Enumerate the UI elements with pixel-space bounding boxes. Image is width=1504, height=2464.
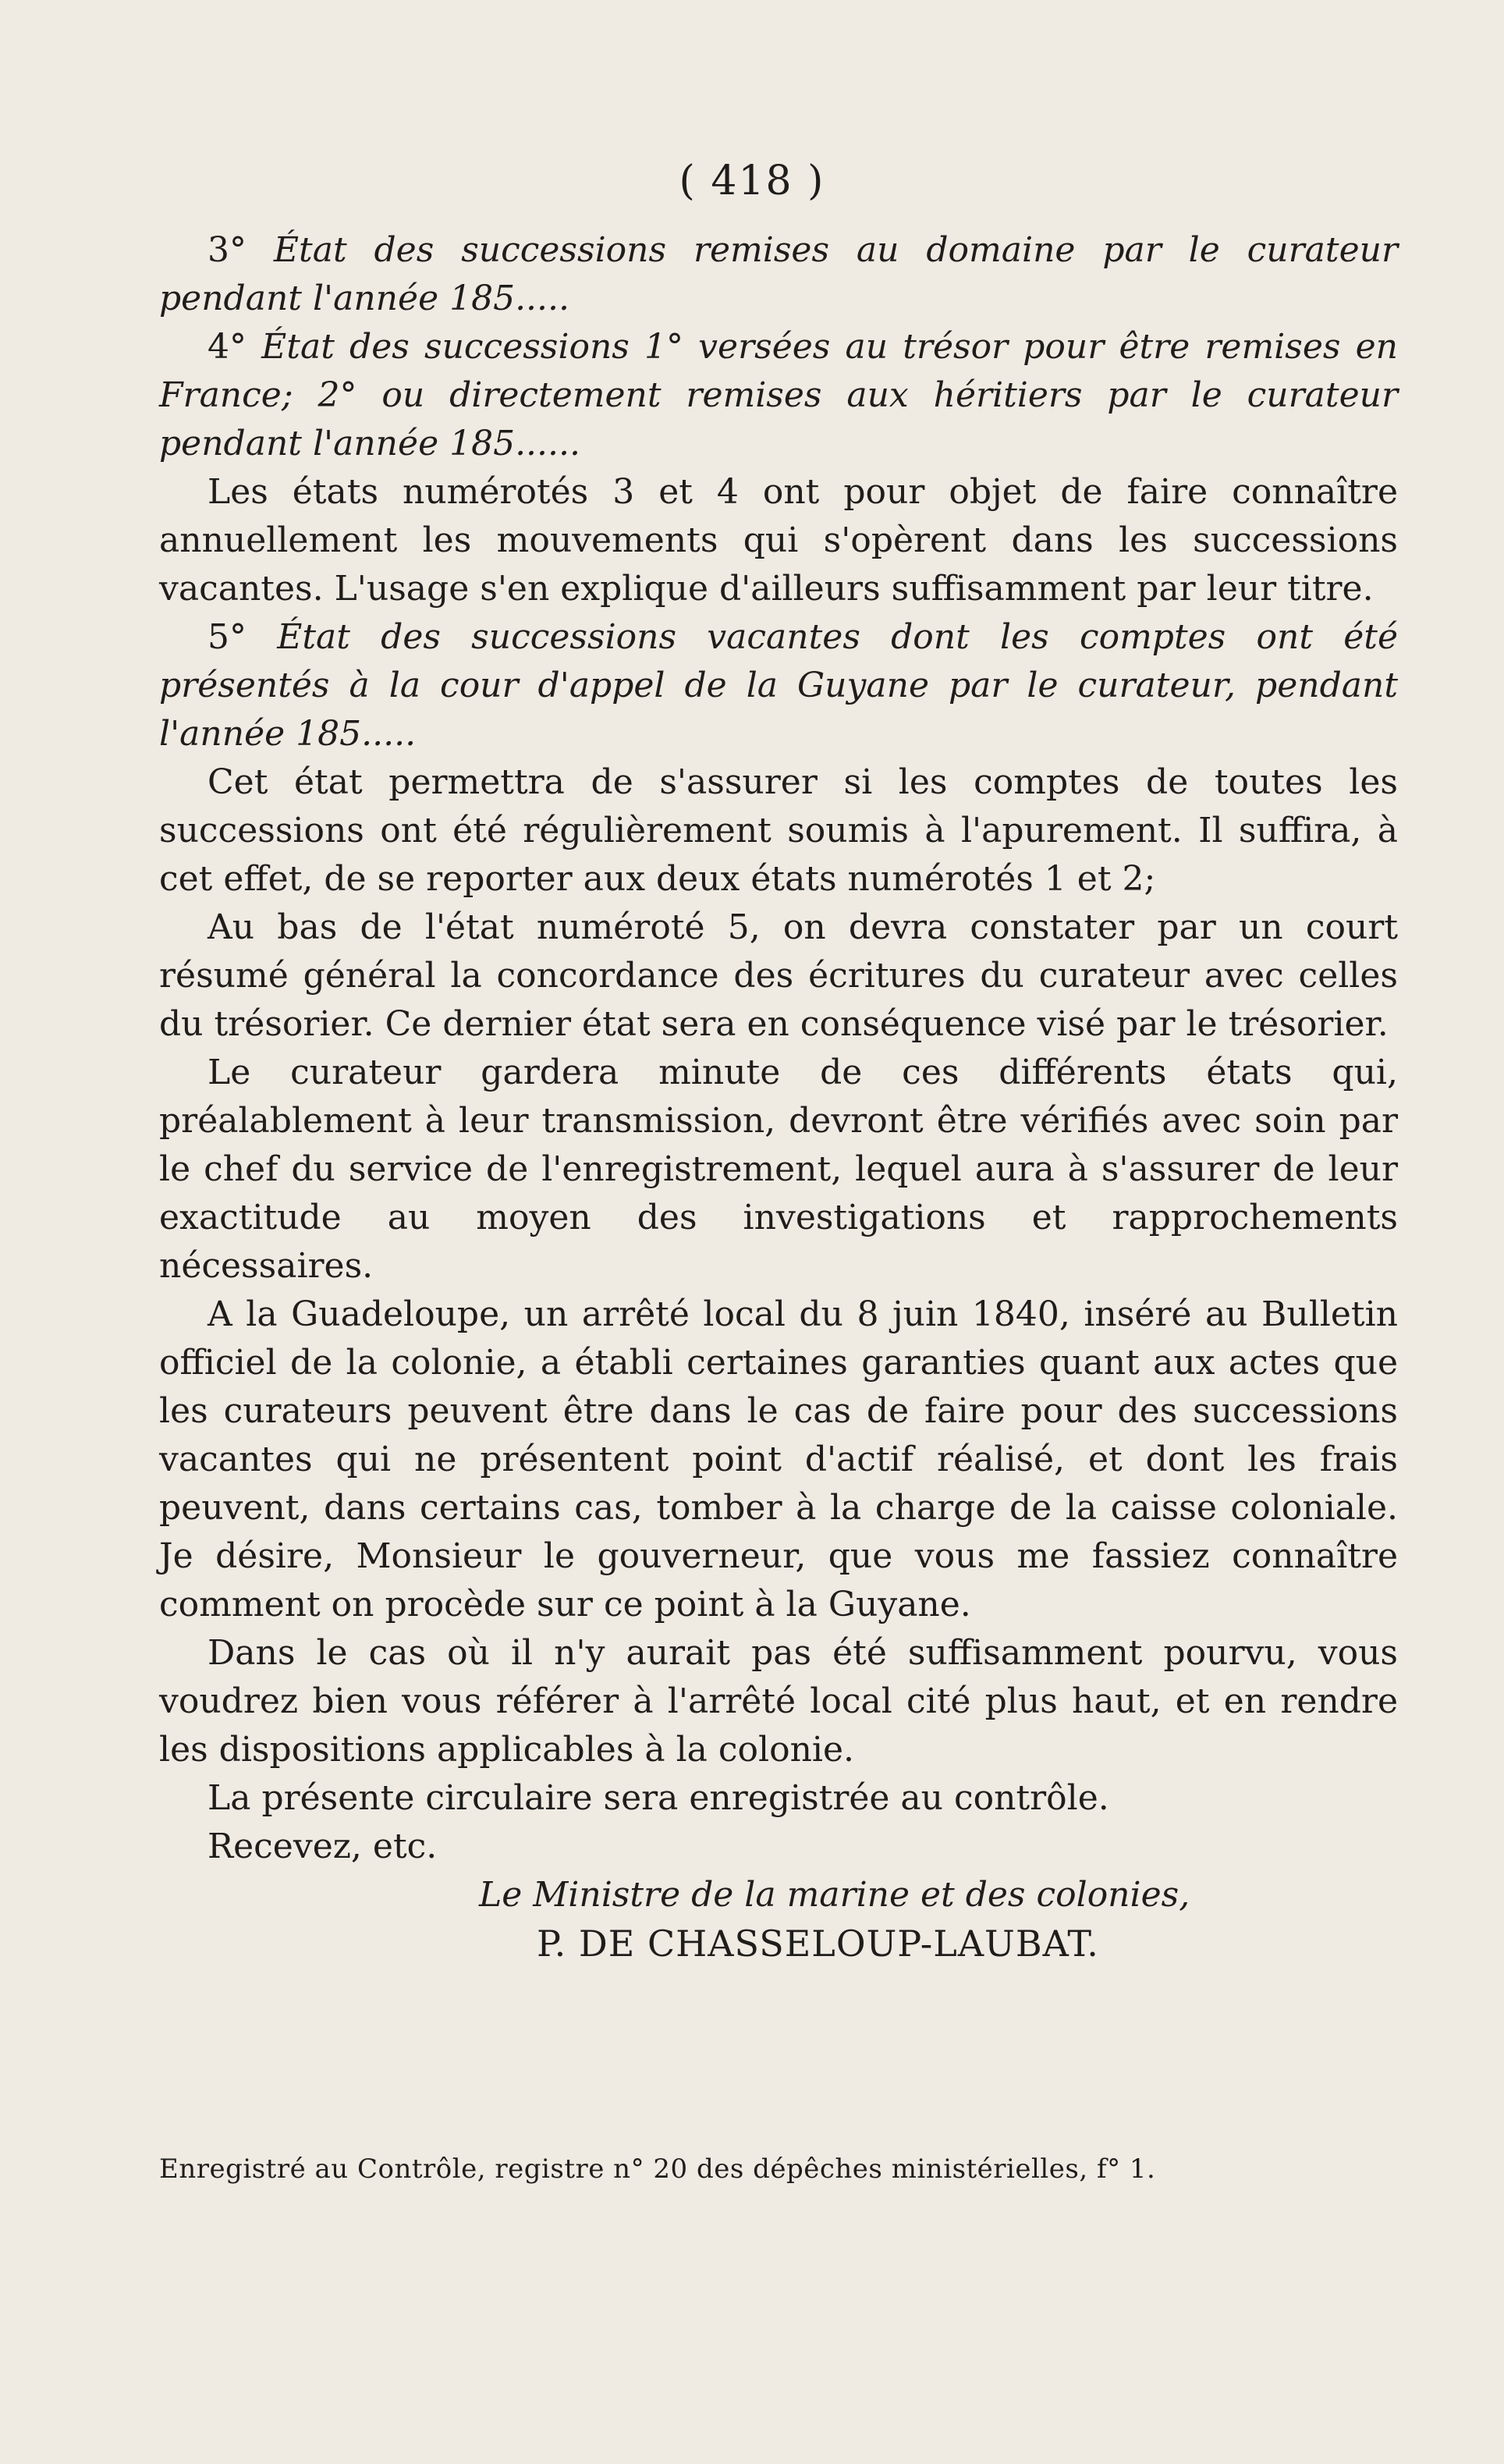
paragraph-8: Recevez, etc. xyxy=(208,1827,438,1866)
item-5-text: État des successions vacantes dont les comptes ont été présentés à la cour d'appel de la Guyane par le curateur, pendant l'année 185..... xyxy=(159,617,1398,754)
item-3-number: 3° xyxy=(208,230,247,270)
item-3-text: État des successions remises au domaine par le curateur pendant l'année 185..... xyxy=(159,230,1398,318)
item-4 xyxy=(159,323,1398,468)
paragraph-6: Dans le cas où il n'y aurait pas été suffisamment pourvu, vous voudrez bien vous référer à l'arrêté local cité plus haut, et en rendre les dispositions applicables à la colonie. xyxy=(159,1633,1398,1770)
body-text xyxy=(159,226,1398,1968)
item-4-number: 4° xyxy=(208,327,247,367)
paragraph-4: Le curateur gardera minute de ces différents états qui, préalablement à leur transmission, devront être vérifiés avec soin par le chef du service de l'enregistrement, lequel aura à s'assurer de leur exactitude au moyen des investigations et rapprochements nécessaires. xyxy=(159,1053,1398,1286)
paragraph-5: A la Guadeloupe, un arrêté local du 8 juin 1840, inséré au Bulletin officiel de la colonie, a établi certaines garanties quant aux actes que les curateurs peuvent être dans le cas de faire pour des successions vacantes qui ne présentent point d'actif réalisé, et dont les frais peuvent, dans certains cas, tomber à la charge de la caisse coloniale. Je désire, Monsieur le gouverneur, que vous me fassiez connaître comment on procède sur ce point à la Guyane. xyxy=(159,1294,1398,1624)
item-5-number: 5° xyxy=(208,617,247,657)
registration-footnote: Enregistré au Contrôle, registre n° 20 des dépêches ministérielles, f° 1. xyxy=(159,2153,1156,2185)
paragraph-3: Au bas de l'état numéroté 5, on devra constater par un court résumé général la concordance des écritures du curateur avec celles du trésorier. Ce dernier état sera en conséquence visé par le trésorier. xyxy=(159,907,1398,1044)
item-4-text: État des successions 1° versées au trésor pour être remises en France; 2° ou directement remises aux héritiers par le curateur pendant l'année 185...... xyxy=(159,327,1398,463)
paragraph-7: La présente circulaire sera enregistrée au contrôle. xyxy=(208,1778,1109,1818)
page-number-header: ( 418 ) xyxy=(679,158,825,204)
item-5 xyxy=(159,613,1398,758)
paragraph-2: Cet état permettra de s'assurer si les comptes de toutes les successions ont été régulièrement soumis à l'apurement. Il suffira, à cet effet, de se reporter aux deux états numérotés 1 et 2; xyxy=(159,762,1398,899)
paragraph-1: Les états numérotés 3 et 4 ont pour objet de faire connaître annuellement les mouvements qui s'opèrent dans les successions vacantes. L'usage s'en explique d'ailleurs suffisamment par leur titre. xyxy=(159,472,1398,609)
signature-title: Le Ministre de la marine et des colonies, xyxy=(479,1875,1190,1915)
item-3 xyxy=(159,226,1398,323)
signature-name: P. DE CHASSELOUP-LAUBAT. xyxy=(537,1923,1099,1965)
